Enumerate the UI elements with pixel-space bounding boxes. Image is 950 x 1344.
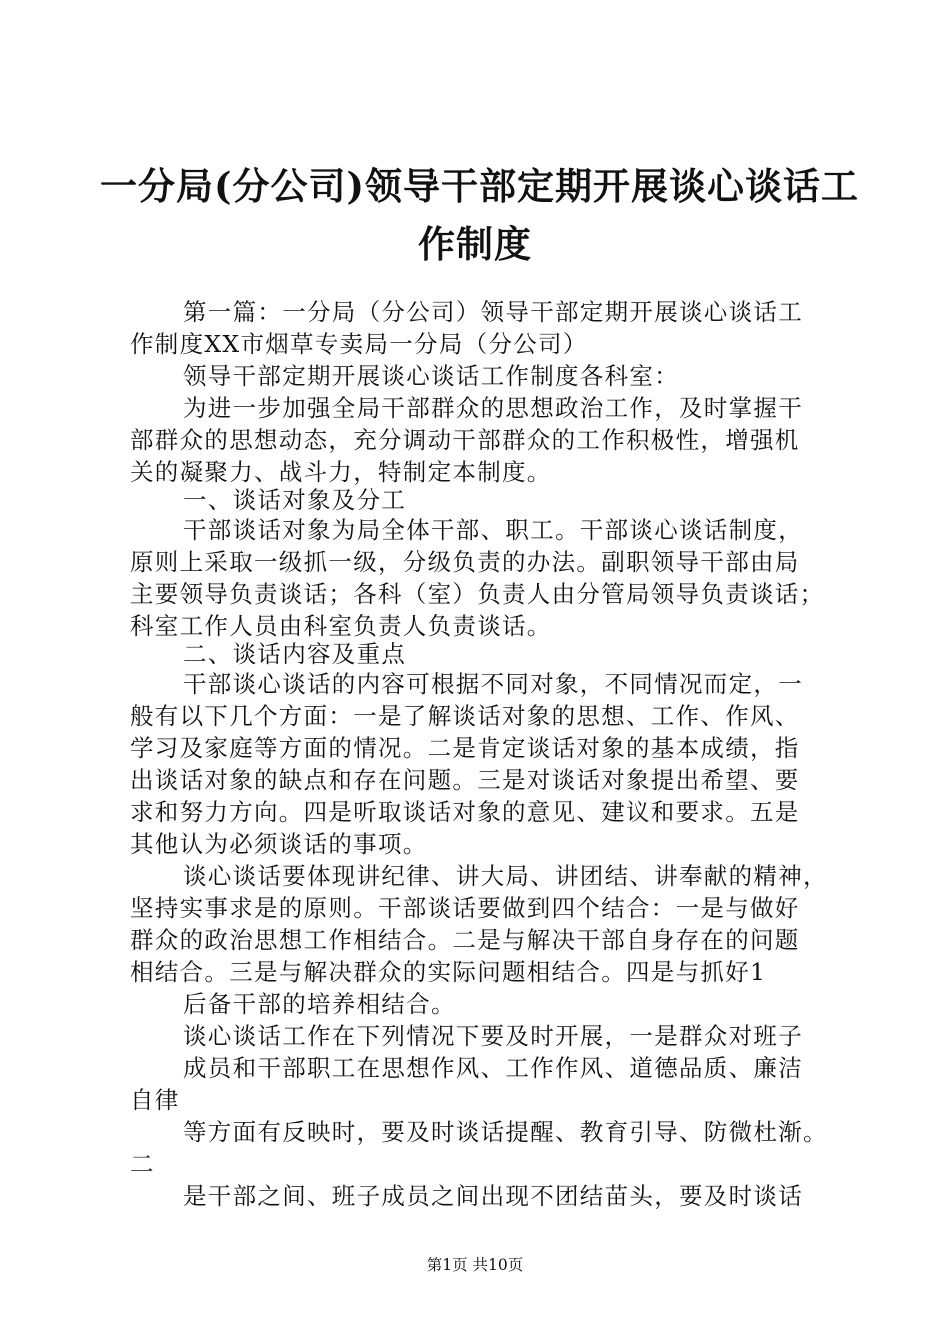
body-line: 二 [130,1150,155,1178]
body-line: 群众的政治思想工作相结合。二是与解决干部自身存在的问题 [130,926,800,954]
body-line: 谈心谈话工作在下列情况下要及时开展，一是群众对班子 [183,1022,803,1050]
section-heading: 二、谈话内容及重点 [183,640,407,668]
body-line: 主要领导负责谈话；各科（室）负责人由分管局领导负责谈话； [130,580,825,608]
body-line: 等方面有反映时，要及时谈话提醒、教育引导、防微杜渐。 [183,1118,828,1146]
body-line: 作制度XX市烟草专卖局一分局（分公司） [130,330,588,358]
body-line: 科室工作人员由科室负责人负责谈话。 [130,612,552,640]
body-line: 相结合。三是与解决群众的实际问题相结合。四是与抓好1 [130,958,767,986]
body-line: 后备干部的培养相结合。 [183,990,456,1018]
body-line: 谈心谈话要体现讲纪律、讲大局、讲团结、讲奉献的精神， [183,862,828,890]
page-number-footer: 第1页 共10页 [426,1256,524,1274]
body-line: 坚持实事求是的原则。干部谈话要做到四个结合：一是与做好 [130,894,800,922]
body-line: 关的凝聚力、战斗力，特制定本制度。 [130,458,552,486]
body-line: 干部谈心谈话的内容可根据不同对象，不同情况而定，一 [183,670,803,698]
body-line: 原则上采取一级抓一级，分级负责的办法。副职领导干部由局 [130,548,800,576]
body-line: 为进一步加强全局干部群众的思想政治工作，及时掌握干 [183,394,803,422]
document-title-line-2: 作制度 [418,222,532,266]
body-line: 成员和干部职工在思想作风、工作作风、道德品质、廉洁 [183,1054,803,1082]
section-heading: 一、谈话对象及分工 [183,486,407,514]
body-line: 般有以下几个方面：一是了解谈话对象的思想、工作、作风、 [130,702,800,730]
body-line: 自律 [130,1086,180,1114]
document-title-line-1: 一分局(分公司)领导干部定期开展谈心谈话工 [100,164,860,208]
body-line: 第一篇：一分局（分公司）领导干部定期开展谈心谈话工 [183,298,803,326]
body-line: 干部谈话对象为局全体干部、职工。干部谈心谈话制度， [183,516,803,544]
body-line: 求和努力方向。四是听取谈话对象的意见、建议和要求。五是 [130,798,800,826]
body-line: 部群众的思想动态，充分调动干部群众的工作积极性，增强机 [130,426,800,454]
body-line: 学习及家庭等方面的情况。二是肯定谈话对象的基本成绩，指 [130,734,800,762]
body-line: 出谈话对象的缺点和存在问题。三是对谈话对象提出希望、要 [130,766,800,794]
body-line: 领导干部定期开展谈心谈话工作制度各科室： [183,362,679,390]
body-line: 是干部之间、班子成员之间出现不团结苗头，要及时谈话 [183,1182,803,1210]
body-line: 其他认为必须谈话的事项。 [130,830,428,858]
